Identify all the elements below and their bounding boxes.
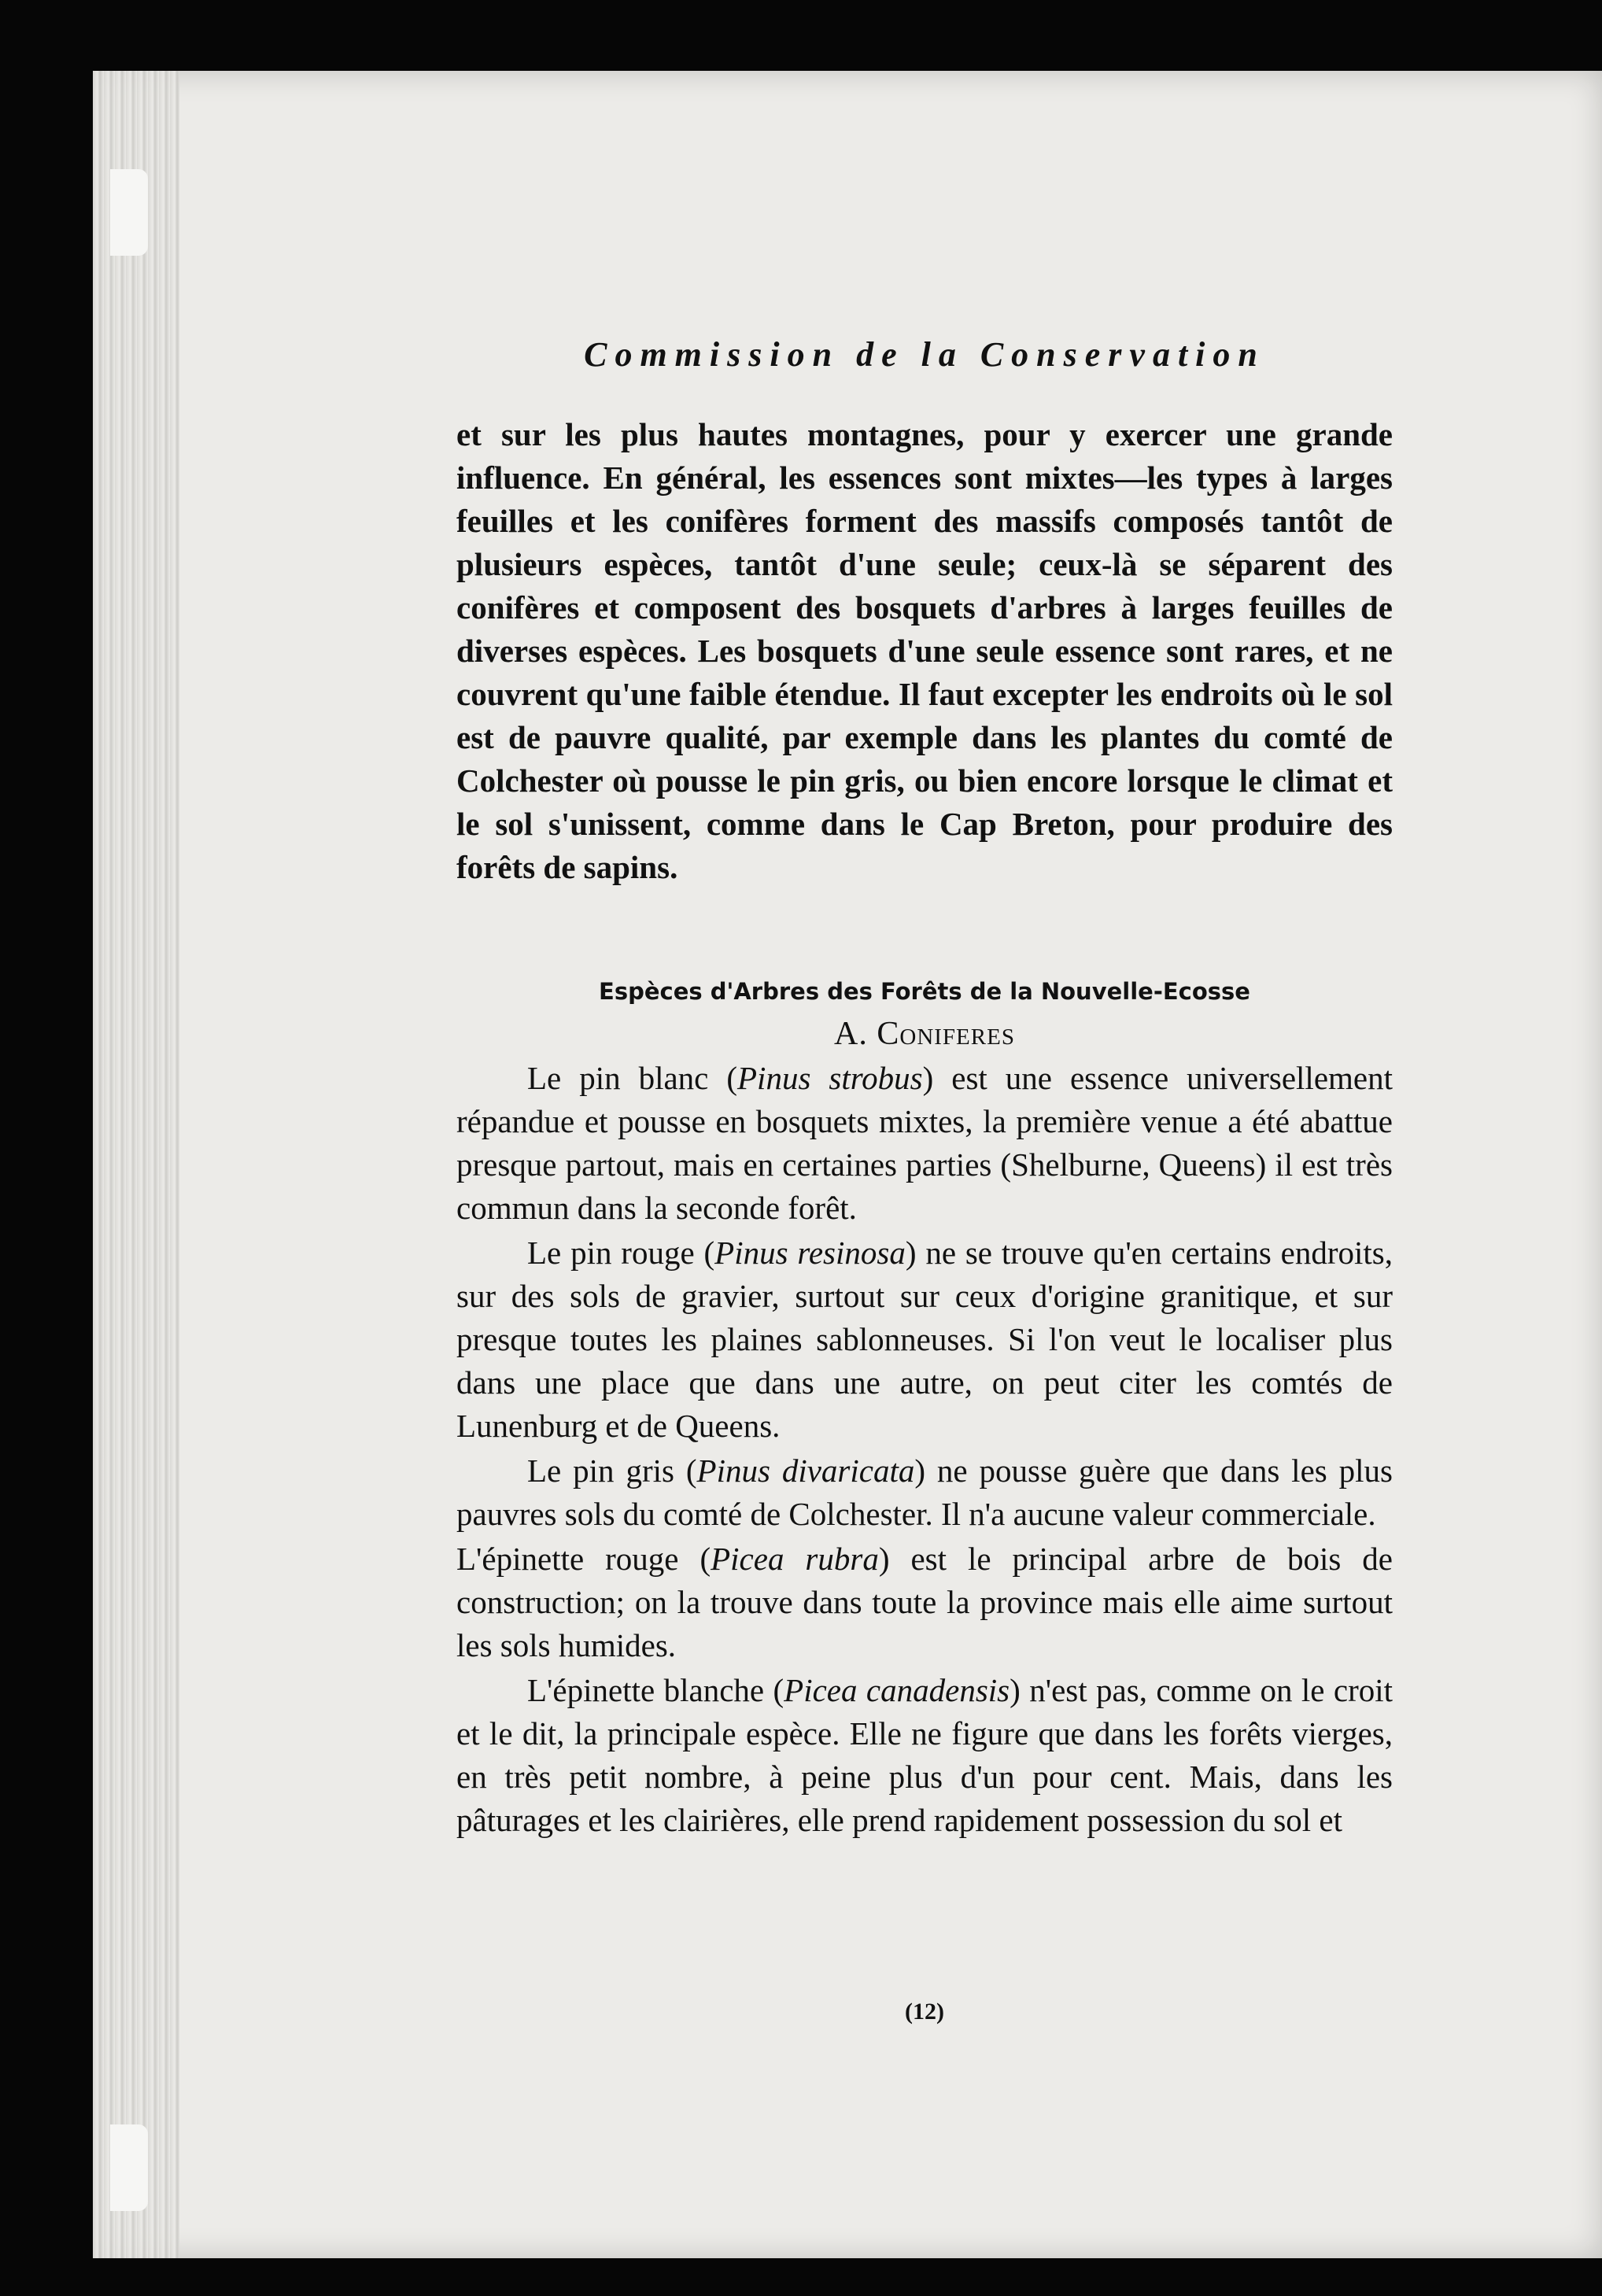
- intro-paragraph: et sur les plus hautes montagnes, pour y exercer une grande influence. En général, les essences sont mixtes—les types à larges feuilles et les conifères forment des massifs composés tantôt de plusieurs espèces, tantôt d'une seule; ceux-là se séparent des conifères et composent des bosquets d'arbres à larges feuilles de diverses espèces. Les bosquets d'une seule essence sont rares, et ne couvrent qu'une faible étendue. Il faut excepter les endroits où le sol est de pauvre qualité, par exemple dans les plantes du comté de Colchester où pousse le pin gris, ou bien encore lorsque le climat et le sol s'unissent, comme dans le Cap Breton, pour produire des forêts de sapins.: [456, 416, 1393, 885]
- paragraph-text: ) est une essence universellement répandue et pousse en bosquets mixtes, la première venue a été abattue presque partout, mais en certaines parties (Shelburne, Queens) il est très commun dans la seconde forêt.: [456, 1060, 1393, 1226]
- species-name: Pinus resinosa: [714, 1235, 906, 1271]
- binding-tab-top: [110, 169, 148, 256]
- species-paragraph: [456, 1669, 1393, 1842]
- page-binding-edge: [93, 71, 179, 2258]
- species-name: Picea rubra: [711, 1541, 879, 1577]
- species-name: Picea canadensis: [784, 1672, 1010, 1708]
- paragraph-text: ) ne se trouve qu'en certains endroits, sur des sols de gravier, surtout sur ceux d'origine granitique, et sur presque toutes les plaines sablonneuses. Si l'on veut le localiser plus dans une place que dans une autre, on peut citer les comtés de Lunenburg et de Queens.: [456, 1235, 1393, 1444]
- paragraph-text: ) n'est pas, comme on le croit et le dit, la principale espèce. Elle ne figure que dans les forêts vierges, en très petit nombre, à peine plus d'un pour cent. Mais, dans les pâturages et les clairières, elle prend rapidement possession du sol et: [456, 1672, 1393, 1838]
- species-paragraph: [456, 1057, 1393, 1230]
- paragraph-text: L'épinette blanche (: [527, 1672, 784, 1708]
- species-paragraph: [456, 1449, 1393, 1536]
- running-header: Commission de la Conservation: [584, 335, 1265, 374]
- species-paragraph: [456, 1231, 1393, 1448]
- section-title: Espèces d'Arbres des Forêts de la Nouvelle-Ecosse: [599, 978, 1250, 1005]
- subsection-title: A. Coniferes: [834, 1016, 1015, 1052]
- paragraph-text: ) est le principal arbre de bois de construction; on la trouve dans toute la province mais elle aime surtout les sols humides.: [456, 1541, 1393, 1663]
- page-number: (12): [905, 1999, 944, 2025]
- species-paragraph: [456, 1537, 1393, 1667]
- species-name: Pinus strobus: [737, 1060, 923, 1096]
- paragraph-text: ) ne pousse guère que dans les plus pauvres sols du comté de Colchester. Il n'a aucune valeur commerciale.: [456, 1453, 1393, 1532]
- paragraph-text: Le pin blanc (: [527, 1060, 738, 1096]
- species-name: Pinus divaricata: [696, 1453, 915, 1489]
- paragraph-text: L'épinette rouge (: [456, 1541, 711, 1577]
- binding-tab-bottom: [110, 2124, 148, 2211]
- species-list: [456, 1057, 1393, 1844]
- paragraph-text: Le pin gris (: [527, 1453, 697, 1489]
- paragraph-text: Le pin rouge (: [527, 1235, 715, 1271]
